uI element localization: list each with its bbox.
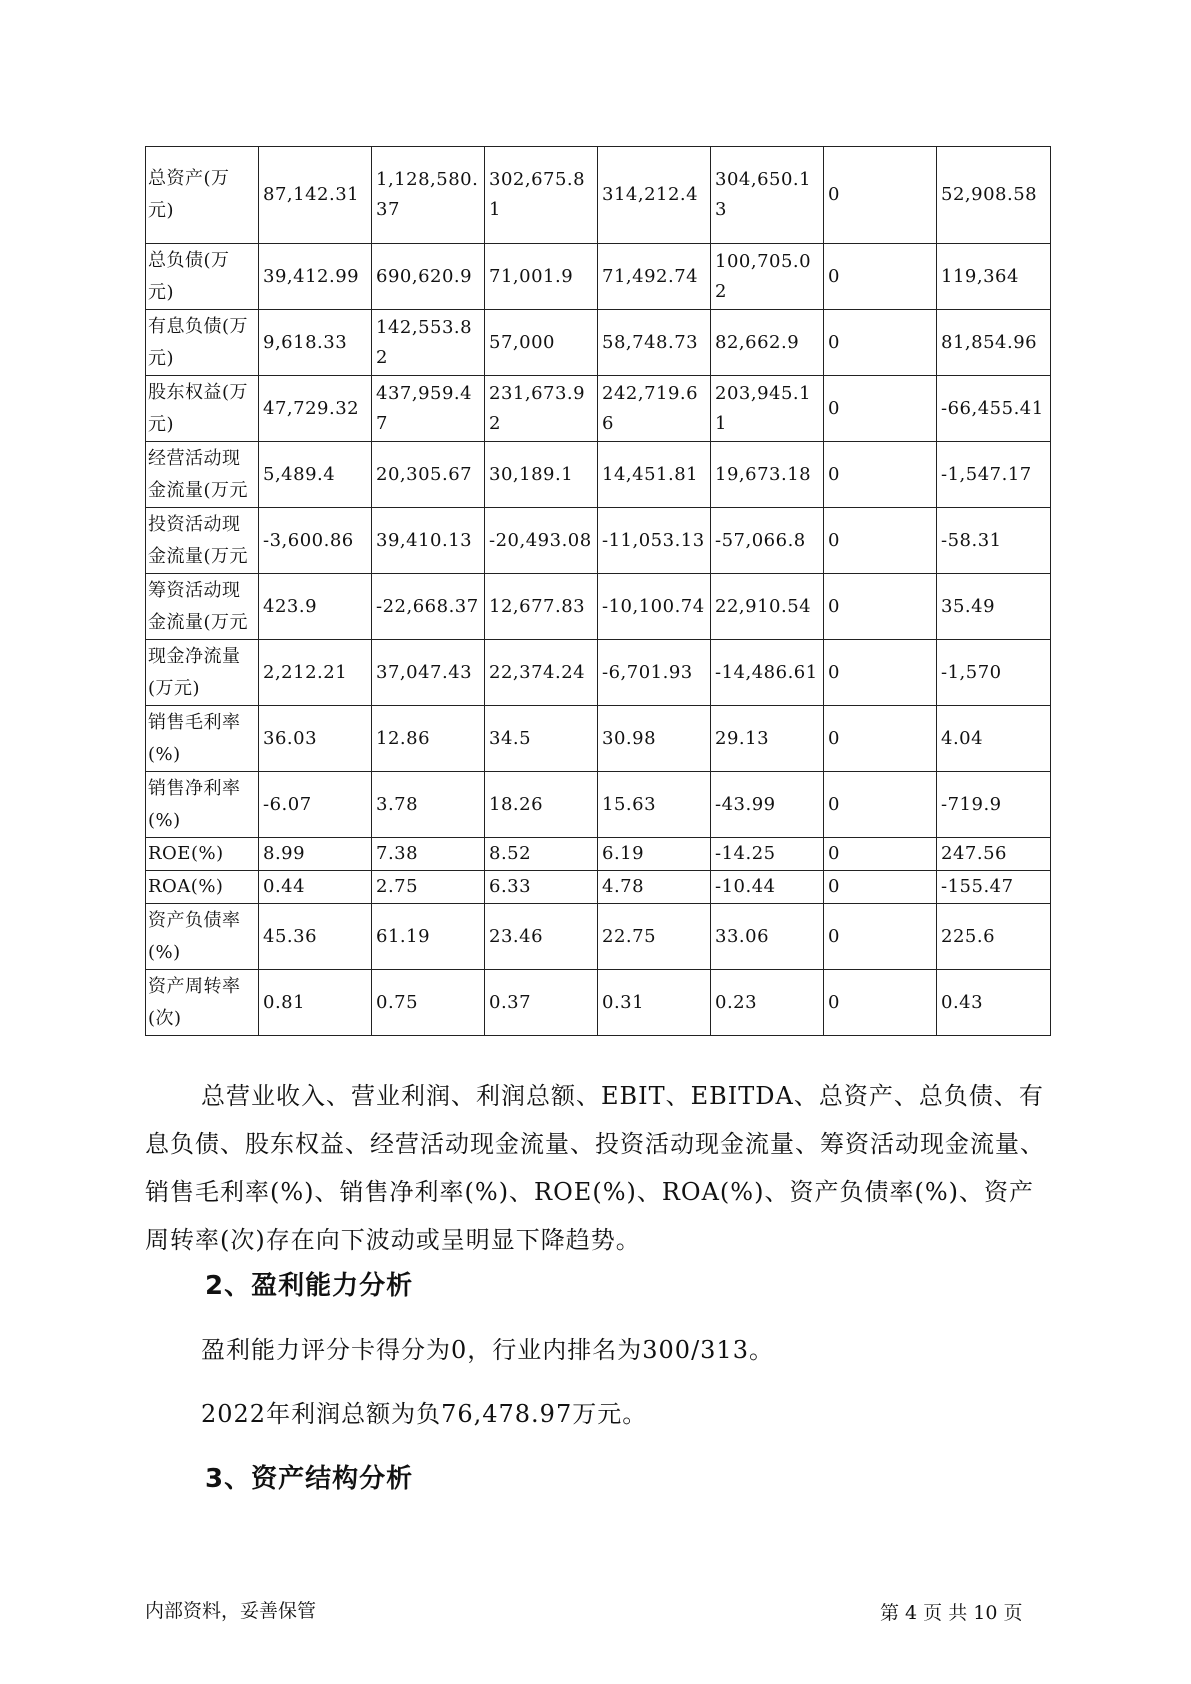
table-cell: 142,553.82	[372, 310, 485, 376]
table-cell: 22.75	[598, 904, 711, 970]
table-cell: -3,600.86	[259, 508, 372, 574]
table-cell: 47,729.32	[259, 376, 372, 442]
table-cell: 0	[824, 574, 937, 640]
table-cell: -6.07	[259, 772, 372, 838]
table-cell: -1,570	[937, 640, 1051, 706]
table-cell: 0.44	[259, 871, 372, 904]
table-cell: 8.99	[259, 838, 372, 871]
table-cell: 0	[824, 508, 937, 574]
table-row	[146, 442, 1051, 508]
table-cell: 0.31	[598, 970, 711, 1036]
table-cell: 0	[824, 772, 937, 838]
footer-confidential-note: 内部资料，妥善保管	[145, 1600, 317, 1622]
table-cell: 0	[824, 442, 937, 508]
table-cell: 52,908.58	[937, 147, 1051, 244]
table-cell: 57,000	[485, 310, 598, 376]
row-label: 股东权益(万元)	[146, 376, 259, 442]
table-cell: 0	[824, 970, 937, 1036]
section-heading-asset-structure: 3、资产结构分析	[205, 1464, 414, 1494]
table-cell: 6.19	[598, 838, 711, 871]
table-cell: 29.13	[711, 706, 824, 772]
table-cell: 12,677.83	[485, 574, 598, 640]
table-row	[146, 244, 1051, 310]
table-cell: -6,701.93	[598, 640, 711, 706]
table-cell: 14,451.81	[598, 442, 711, 508]
table-cell: 0	[824, 904, 937, 970]
table-cell: 30.98	[598, 706, 711, 772]
table-cell: 20,305.67	[372, 442, 485, 508]
table-cell: 22,374.24	[485, 640, 598, 706]
table-cell: 0	[824, 147, 937, 244]
table-cell: 35.49	[937, 574, 1051, 640]
table-cell: 9,618.33	[259, 310, 372, 376]
table-cell: 2,212.21	[259, 640, 372, 706]
table-row	[146, 706, 1051, 772]
table-cell: 304,650.13	[711, 147, 824, 244]
row-label: 筹资活动现金流量(万元	[146, 574, 259, 640]
row-label: 资产负债率(%)	[146, 904, 259, 970]
table-cell: 7.38	[372, 838, 485, 871]
table-cell: 0.37	[485, 970, 598, 1036]
row-label: ROE(%)	[146, 838, 259, 871]
table-cell: 0	[824, 244, 937, 310]
table-row	[146, 508, 1051, 574]
row-label: 有息负债(万元)	[146, 310, 259, 376]
table-cell: 61.19	[372, 904, 485, 970]
table-cell: 18.26	[485, 772, 598, 838]
table-cell: -11,053.13	[598, 508, 711, 574]
table-row	[146, 147, 1051, 244]
table-row	[146, 904, 1051, 970]
table-cell: 314,212.4	[598, 147, 711, 244]
footer-page-number: 第 4 页 共 10 页	[880, 1602, 1023, 1624]
table-cell: -14,486.61	[711, 640, 824, 706]
financial-table-body	[146, 147, 1051, 1036]
table-cell: 22,910.54	[711, 574, 824, 640]
table-cell: 231,673.92	[485, 376, 598, 442]
table-cell: -20,493.08	[485, 508, 598, 574]
table-cell: 119,364	[937, 244, 1051, 310]
table-cell: 690,620.9	[372, 244, 485, 310]
table-row	[146, 871, 1051, 904]
table-cell: 0	[824, 640, 937, 706]
table-cell: 39,412.99	[259, 244, 372, 310]
table-cell: 34.5	[485, 706, 598, 772]
table-cell: 37,047.43	[372, 640, 485, 706]
table-cell: 0	[824, 871, 937, 904]
table-cell: -10.44	[711, 871, 824, 904]
table-cell: -22,668.37	[372, 574, 485, 640]
table-cell: -10,100.74	[598, 574, 711, 640]
table-cell: 36.03	[259, 706, 372, 772]
table-row	[146, 838, 1051, 871]
row-label: ROA(%)	[146, 871, 259, 904]
table-cell: 71,492.74	[598, 244, 711, 310]
table-cell: 23.46	[485, 904, 598, 970]
table-cell: 33.06	[711, 904, 824, 970]
row-label: 资产周转率(次)	[146, 970, 259, 1036]
table-cell: 15.63	[598, 772, 711, 838]
table-cell: 3.78	[372, 772, 485, 838]
table-cell: 58,748.73	[598, 310, 711, 376]
table-cell: 5,489.4	[259, 442, 372, 508]
table-cell: 8.52	[485, 838, 598, 871]
profitability-score-text: 盈利能力评分卡得分为0，行业内排名为300/313。	[201, 1336, 774, 1364]
table-cell: 423.9	[259, 574, 372, 640]
table-cell: 81,854.96	[937, 310, 1051, 376]
row-label: 投资活动现金流量(万元	[146, 508, 259, 574]
table-cell: 19,673.18	[711, 442, 824, 508]
table-cell: 247.56	[937, 838, 1051, 871]
table-cell: 0	[824, 376, 937, 442]
table-cell: 39,410.13	[372, 508, 485, 574]
table-cell: -43.99	[711, 772, 824, 838]
table-row	[146, 970, 1051, 1036]
table-cell: 45.36	[259, 904, 372, 970]
table-cell: 0	[824, 706, 937, 772]
table-cell: -1,547.17	[937, 442, 1051, 508]
table-cell: -155.47	[937, 871, 1051, 904]
row-label: 现金净流量(万元)	[146, 640, 259, 706]
row-label: 销售净利率(%)	[146, 772, 259, 838]
table-cell: 4.04	[937, 706, 1051, 772]
financial-table	[145, 146, 1051, 1036]
table-row	[146, 640, 1051, 706]
table-cell: -66,455.41	[937, 376, 1051, 442]
table-cell: -58.31	[937, 508, 1051, 574]
table-cell: 0	[824, 310, 937, 376]
section-heading-profitability: 2、盈利能力分析	[205, 1271, 414, 1301]
table-cell: 437,959.47	[372, 376, 485, 442]
table-row	[146, 310, 1051, 376]
row-label: 总负债(万元)	[146, 244, 259, 310]
table-row	[146, 772, 1051, 838]
table-cell: 0.81	[259, 970, 372, 1036]
table-cell: 0.43	[937, 970, 1051, 1036]
table-cell: -14.25	[711, 838, 824, 871]
table-cell: 71,001.9	[485, 244, 598, 310]
total-profit-text: 2022年利润总额为负76,478.97万元。	[201, 1400, 648, 1428]
table-row	[146, 574, 1051, 640]
table-cell: 6.33	[485, 871, 598, 904]
row-label: 总资产(万元)	[146, 147, 259, 244]
table-cell: 203,945.11	[711, 376, 824, 442]
table-cell: 2.75	[372, 871, 485, 904]
table-cell: 242,719.66	[598, 376, 711, 442]
table-cell: 1,128,580.37	[372, 147, 485, 244]
table-cell: 87,142.31	[259, 147, 372, 244]
table-cell: 0.75	[372, 970, 485, 1036]
row-label: 经营活动现金流量(万元	[146, 442, 259, 508]
table-cell: 4.78	[598, 871, 711, 904]
table-cell: 0	[824, 838, 937, 871]
table-cell: 225.6	[937, 904, 1051, 970]
table-cell: 100,705.02	[711, 244, 824, 310]
row-label: 销售毛利率(%)	[146, 706, 259, 772]
table-cell: 302,675.81	[485, 147, 598, 244]
table-cell: 12.86	[372, 706, 485, 772]
table-cell: -719.9	[937, 772, 1051, 838]
table-cell: 82,662.9	[711, 310, 824, 376]
summary-paragraph: 总营业收入、营业利润、利润总额、EBIT、EBITDA、总资产、总负债、有息负债、股东权益、经营活动现金流量、投资活动现金流量、筹资活动现金流量、销售毛利率(%)、销售净利率(%)、ROE(%)、ROA(%)、资产负债率(%)、资产周转率(次)存在向下波动或呈明显下降趋势。	[145, 1082, 1045, 1254]
table-cell: 30,189.1	[485, 442, 598, 508]
table-row	[146, 376, 1051, 442]
table-cell: -57,066.8	[711, 508, 824, 574]
table-cell: 0.23	[711, 970, 824, 1036]
